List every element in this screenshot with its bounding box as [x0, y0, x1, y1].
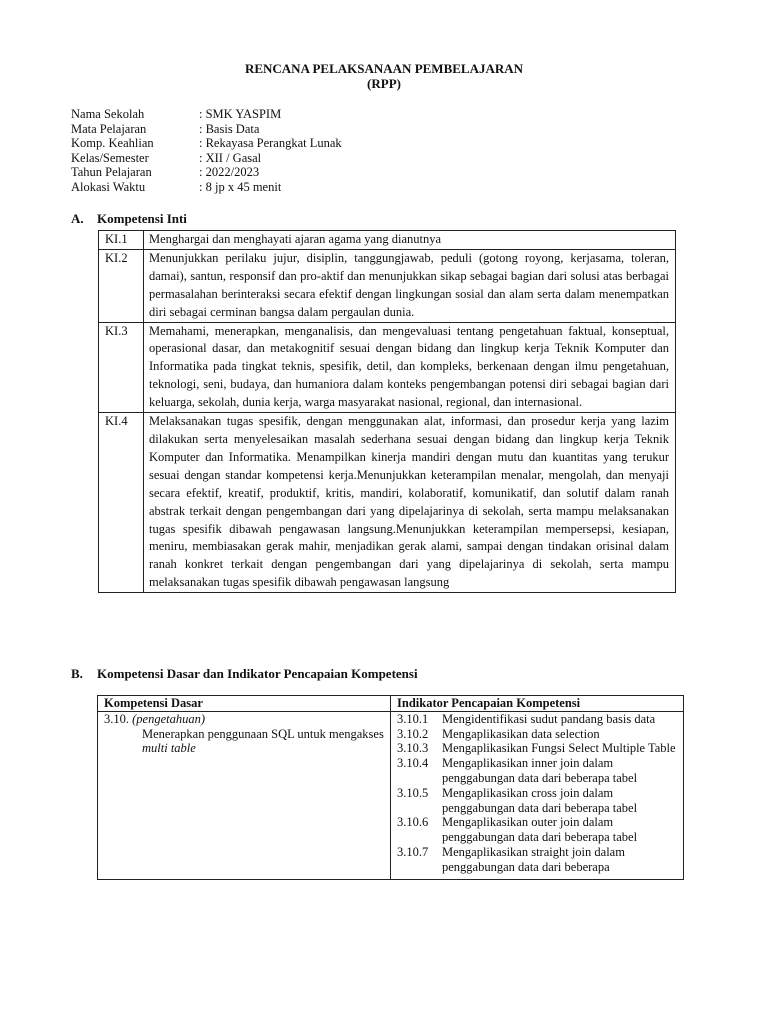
info-value: : Basis Data — [199, 121, 260, 136]
header-indikator: Indikator Pencapaian Kompetensi — [391, 696, 684, 712]
info-row — [71, 122, 342, 137]
kd-description — [104, 727, 384, 757]
info-row — [71, 136, 342, 151]
table-header-row — [98, 696, 684, 712]
indicator-number: 3.10.5 — [397, 785, 429, 800]
kd-desc-italic: multi table — [142, 741, 196, 756]
info-label: Nama Sekolah — [71, 107, 145, 121]
section-letter: B. — [71, 666, 83, 681]
kompetensi-dasar-table — [97, 695, 684, 880]
ki-text: Memahami, menerapkan, menganalisis, dan mengevaluasi tentang pengetahuan faktual, konseptual, operasional dasar, dan metakognitif sesuai dengan bidang dan lingkup kerja Teknik Komputer dan Informatika pada tingkat teknis, spesifik, detil, dan kompleks, berkenaan dengan ilmu pengetahuan, teknologi, seni, budaya, dan humaniora dalam konteks pengembangan potensi diri sebagai bagian dari keluarga, sekolah, dunia kerja, warga masyarakat nasional, regional, dan internasional. — [144, 322, 676, 413]
info-value: : SMK YASPIM — [199, 107, 282, 121]
info-row — [71, 107, 342, 122]
ki-text: Menunjukkan perilaku jujur, disiplin, tanggungjawab, peduli (gotong royong, kerjasama, toleran, damai), santun, responsif dan pro-aktif dan menunjukkan sikap sebagai bagian dari solusi atas berbagai permasalahan berinteraksi secara efektif dengan lingkungan sosial dan alam serta dalam menempatkan diri sebagai cerminan bangsa dalam pergaulan dunia. — [144, 249, 676, 322]
indicator-item — [397, 756, 677, 786]
indicator-number: 3.10.6 — [397, 815, 429, 830]
table-row — [99, 413, 676, 593]
indicator-text: Mengaplikasikan data selection — [442, 726, 600, 741]
header-kompetensi-dasar: Kompetensi Dasar — [98, 696, 391, 712]
table-row — [98, 711, 684, 879]
info-value: : XII / Gasal — [199, 150, 262, 165]
info-label: Komp. Keahlian — [71, 136, 154, 150]
section-title: Kompetensi Inti — [97, 211, 187, 226]
indicator-text: Mengaplikasikan Fungsi Select Multiple Table — [442, 741, 676, 756]
info-row — [71, 165, 342, 180]
indicator-number: 3.10.2 — [397, 726, 429, 741]
ki-code: KI.1 — [99, 231, 144, 250]
kd-title — [104, 712, 384, 727]
kd-cell — [98, 711, 391, 879]
indicator-item — [397, 741, 677, 756]
info-value: : Rekayasa Perangkat Lunak — [199, 136, 342, 150]
indicator-text: Mengaplikasikan inner join dalam penggabungan data dari beberapa tabel — [442, 756, 638, 785]
info-label: Tahun Pelajaran — [71, 165, 152, 179]
indicator-text: Mengaplikasikan straight join dalam penggabungan data dari beberapa — [442, 844, 625, 874]
info-label: Mata Pelajaran — [71, 121, 147, 136]
section-a-heading — [71, 211, 187, 227]
ki-text: Melaksanakan tugas spesifik, dengan menggunakan alat, informasi, dan prosedur kerja yang lazim dilakukan serta menyelesaikan masalah sederhana sesuai dengan bidang dan lingkup kerja Teknik Komputer dan Informatika. Menampilkan kinerja mandiri dengan mutu dan kuantitas yang terukur sesuai dengan standar kompetensi kerja.Menunjukkan keterampilan menalar, mengolah, dan menyaji secara efektif, kreatif, produktif, kritis, mandiri, kolaboratif, komunikatif, dan solutif dalam ranah abstrak terkait dengan pengembangan dari yang dipelajarinya di sekolah, serta mampu melaksanakan tugas spesifik dibawah pengawasan langsung.Menunjukkan keterampilan mempersepsi, kesiapan, meniru, membiasakan gerak mahir, menjadikan gerak alami, sampai dengan tindakan orisinal dalam ranah konkret terkait dengan pengembangan dari yang dipelajarinya di sekolah, serta mampu melaksanakan tugas spesifik dibawah pengawasan langsung — [144, 413, 676, 593]
indicator-number: 3.10.4 — [397, 756, 429, 771]
indicator-number: 3.10.3 — [397, 741, 429, 756]
indicator-number: 3.10.1 — [397, 711, 429, 726]
ki-text: Menghargai dan menghayati ajaran agama yang dianutnya — [144, 231, 676, 250]
section-b-heading — [71, 666, 418, 682]
indicator-item — [397, 712, 677, 727]
table-row — [99, 249, 676, 322]
info-label: Kelas/Semester — [71, 150, 149, 165]
ki-code: KI.3 — [99, 322, 144, 413]
ki-code: KI.2 — [99, 249, 144, 322]
info-row — [71, 180, 342, 195]
kd-desc-text: Menerapkan penggunaan SQL untuk mengakses — [142, 726, 384, 741]
indicator-text: Mengidentifikasi sudut pandang basis data — [442, 711, 656, 726]
info-label: Alokasi Waktu — [71, 179, 146, 194]
kompetensi-inti-table — [98, 230, 676, 593]
indicator-text: Mengaplikasikan cross join dalam penggabungan data dari beberapa tabel — [442, 785, 638, 815]
school-info-block — [71, 107, 342, 194]
indicator-item — [397, 727, 677, 742]
indicator-text: Mengaplikasikan outer join dalam penggabungan data dari beberapa tabel — [442, 815, 638, 845]
indicator-item — [397, 815, 677, 845]
kd-number: 3.10. — [104, 711, 129, 726]
indicator-cell — [391, 711, 684, 879]
kd-type: (pengetahuan) — [132, 711, 206, 726]
info-row — [71, 151, 342, 166]
indicator-number: 3.10.7 — [397, 844, 429, 859]
document-title: RENCANA PELAKSANAAN PEMBELAJARAN — [244, 61, 524, 76]
section-letter: A. — [71, 211, 84, 226]
indicator-item — [397, 786, 677, 816]
section-title: Kompetensi Dasar dan Indikator Pencapaian Kompetensi — [97, 666, 418, 681]
indicator-item — [397, 845, 677, 875]
info-value: : 8 jp x 45 menit — [199, 179, 282, 194]
table-row — [99, 231, 676, 250]
ki-code: KI.4 — [99, 413, 144, 593]
info-value: : 2022/2023 — [199, 165, 260, 179]
document-subtitle: (RPP) — [367, 76, 401, 91]
table-row — [99, 322, 676, 413]
